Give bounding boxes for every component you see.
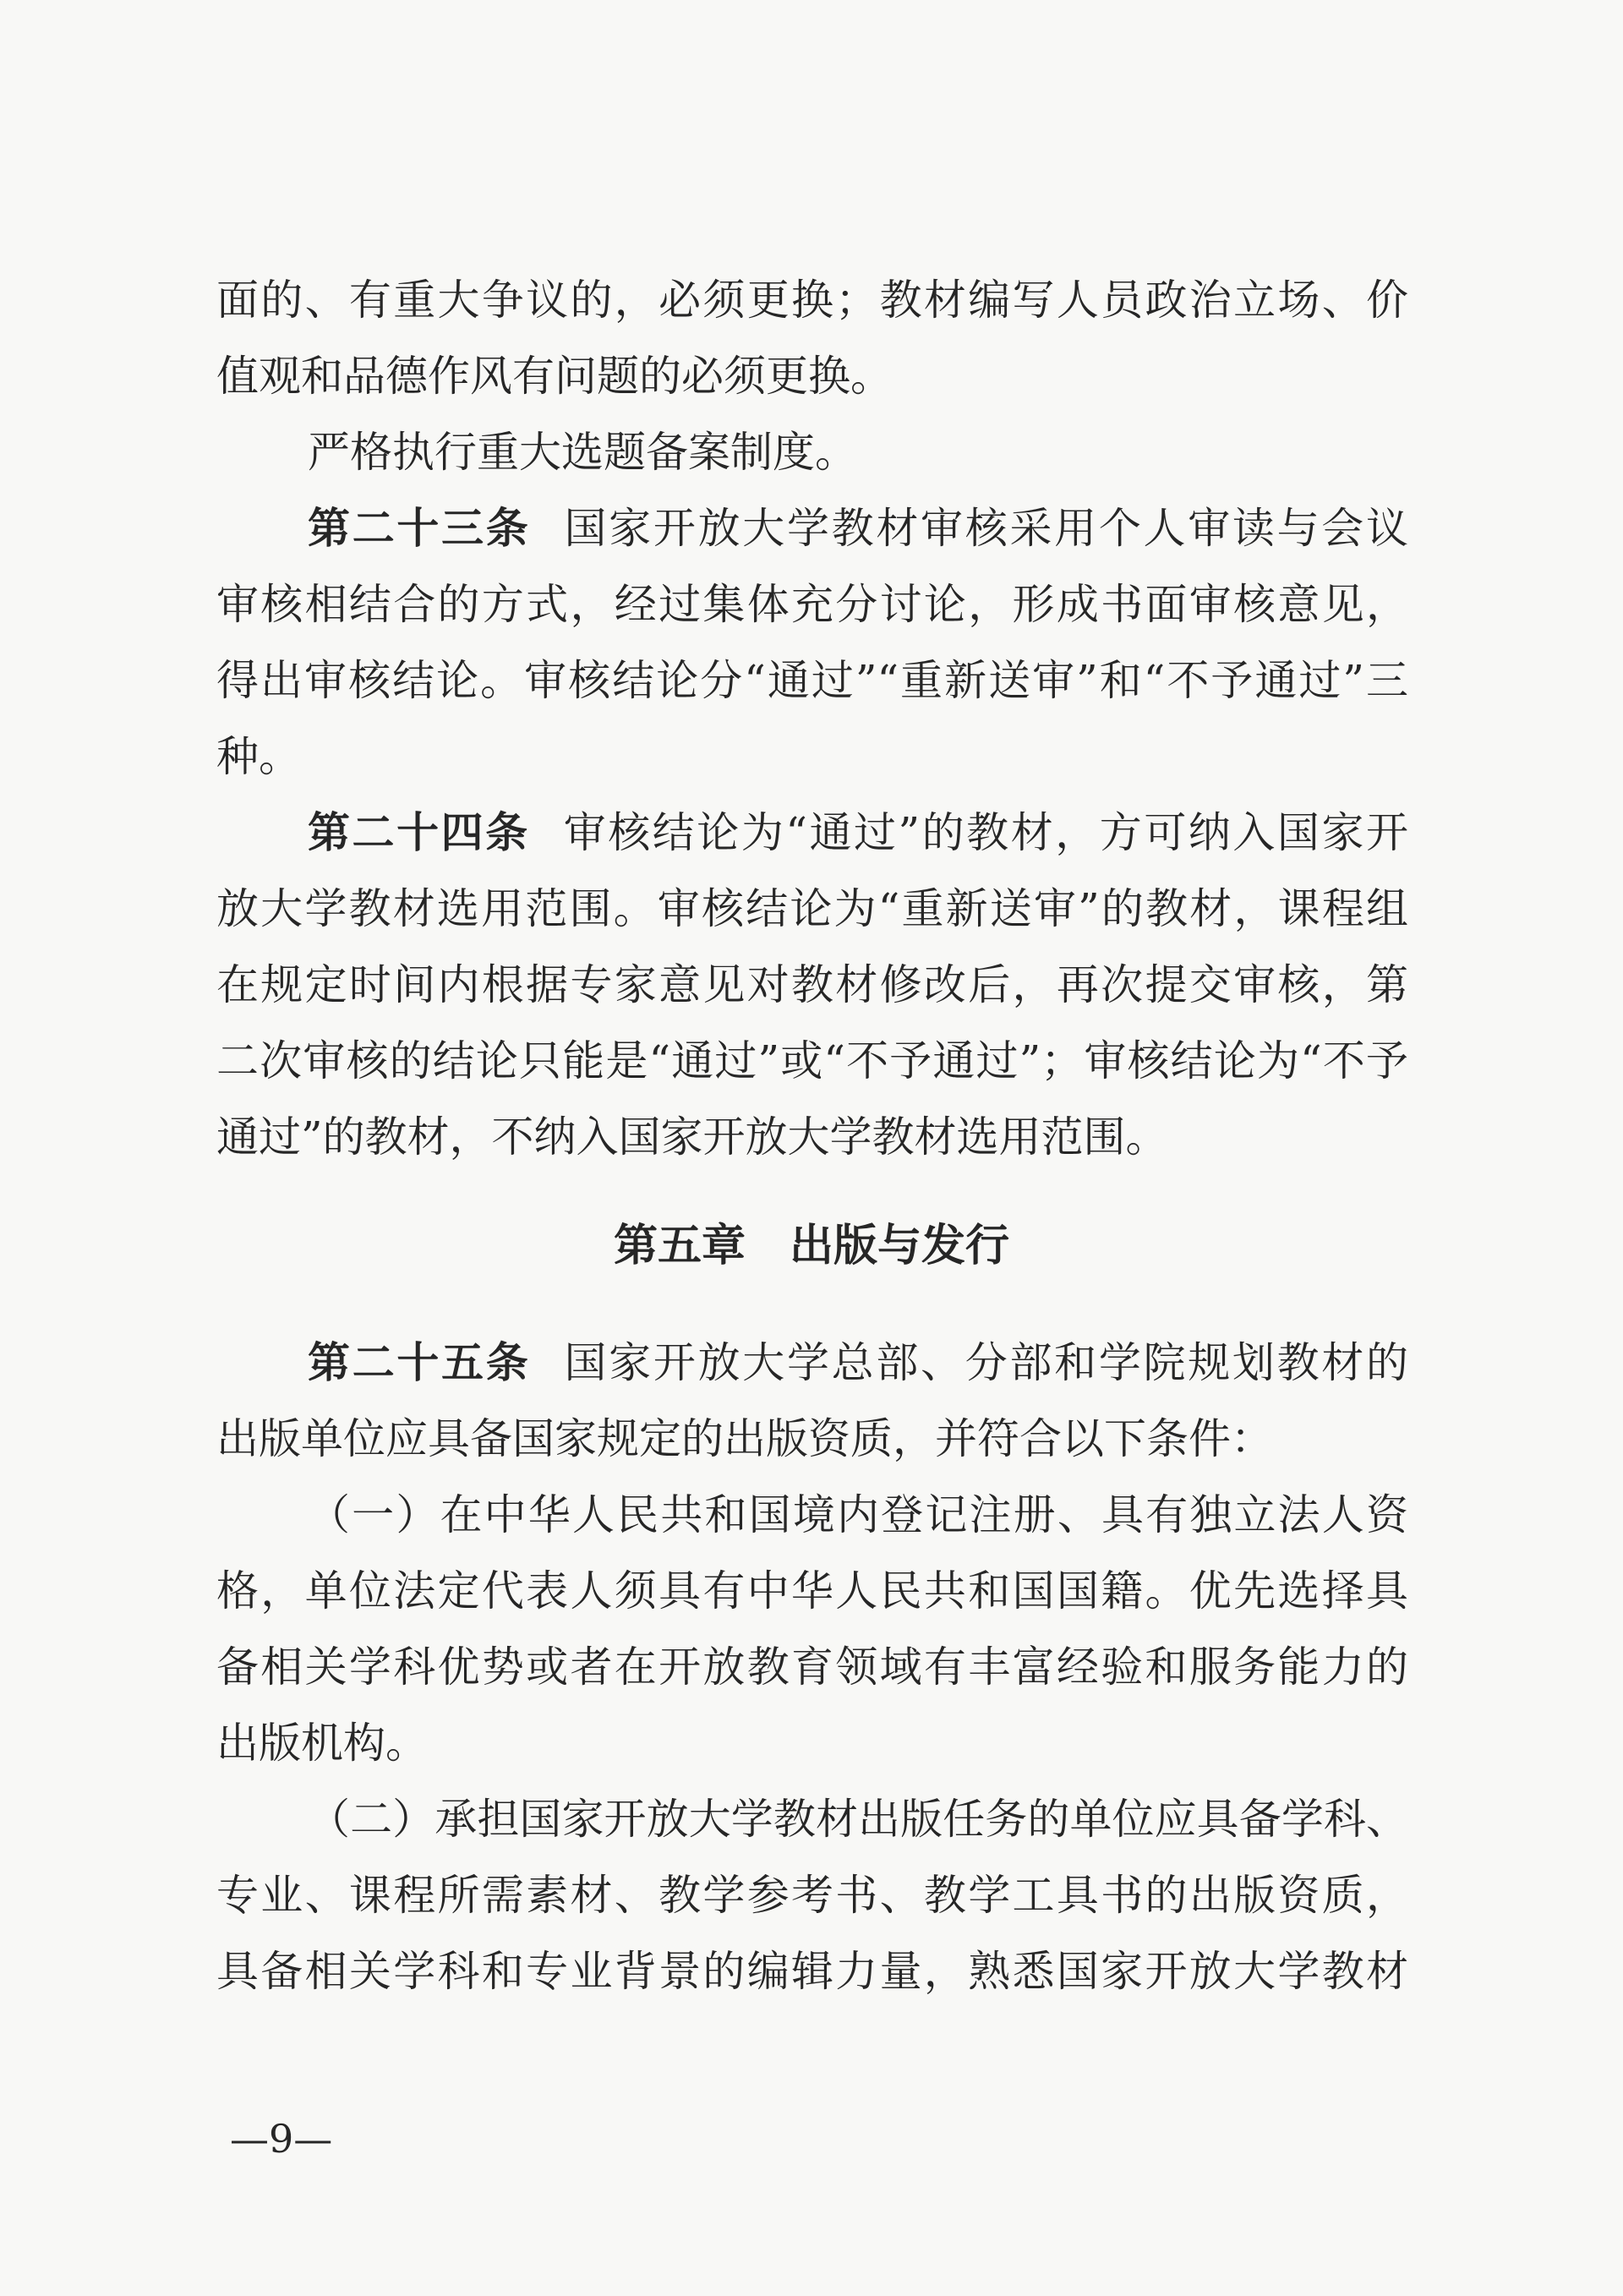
text-line [216,1099,1408,1175]
line-text: 通过”的教材，不纳入国家开放大学教材选用范围。 [216,1112,1168,1162]
line-text: 国家开放大学总部、分部和学院规划教材的 [564,1338,1408,1387]
text-line [216,1629,1408,1705]
line-text: 种。 [216,732,301,781]
text-line [216,338,1408,414]
page-number: —9— [230,2116,333,2162]
article-23-line [216,490,1408,566]
text-line [216,566,1408,642]
clause-1-line [216,1477,1408,1553]
text-line [216,1023,1408,1099]
paragraph-start-line [216,414,1408,490]
line-text: 具备相关学科和专业背景的编辑力量，熟悉国家开放大学教材 [216,1947,1408,1996]
document-body [216,262,1408,2009]
line-text: 出版机构。 [216,1719,428,1768]
line-text: 格，单位法定代表人须具有中华人民共和国国籍。优先选择具 [216,1566,1408,1615]
article-label: 第二十三条 [308,504,531,553]
text-line [216,719,1408,795]
line-text: 在规定时间内根据专家意见对教材修改后，再次提交审核，第 [216,960,1408,1009]
text-line [216,1401,1408,1477]
text-line [216,262,1408,338]
line-text: 专业、课程所需素材、教学参考书、教学工具书的出版资质， [216,1871,1408,1920]
line-text: 国家开放大学教材审核采用个人审读与会议 [564,504,1408,553]
text-line [216,1553,1408,1629]
text-line [216,1933,1408,2009]
text-line [216,642,1408,719]
text-line [216,1857,1408,1933]
line-text: 严格执行重大选题备案制度。 [308,428,857,477]
article-label: 第二十五条 [308,1338,531,1387]
chapter-heading: 第五章 出版与发行 [613,1221,1009,1271]
line-text: 二次审核的结论只能是“通过”或“不予通过”；审核结论为“不予 [216,1036,1408,1085]
article-label: 第二十四条 [308,808,530,857]
line-text: 审核结论为“通过”的教材，方可纳入国家开 [563,808,1408,857]
line-text: 放大学教材选用范围。审核结论为“重新送审”的教材，课程组 [216,884,1408,933]
line-text: 面的、有重大争议的，必须更换；教材编写人员政治立场、价 [216,276,1408,325]
article-25-line [216,1325,1408,1401]
text-line [216,1705,1408,1781]
line-text: 值观和品德作风有问题的必须更换。 [216,352,893,401]
text-line [216,947,1408,1023]
line-text: 出版单位应具备国家规定的出版资质，并符合以下条件： [216,1414,1273,1463]
line-text: （一）在中华人民共和国境内登记注册、具有独立法人资 [308,1490,1408,1539]
line-text: 得出审核结论。审核结论分“通过”“重新送审”和“不予通过”三 [216,656,1408,705]
article-24-line [216,795,1408,871]
text-line [216,871,1408,947]
line-text: （二）承担国家开放大学教材出版任务的单位应具备学科、 [308,1795,1408,1844]
line-text: 备相关学科优势或者在开放教育领域有丰富经验和服务能力的 [216,1643,1408,1692]
line-text: 审核相结合的方式，经过集体充分讨论，形成书面审核意见， [216,580,1408,629]
clause-2-line [216,1781,1408,1857]
